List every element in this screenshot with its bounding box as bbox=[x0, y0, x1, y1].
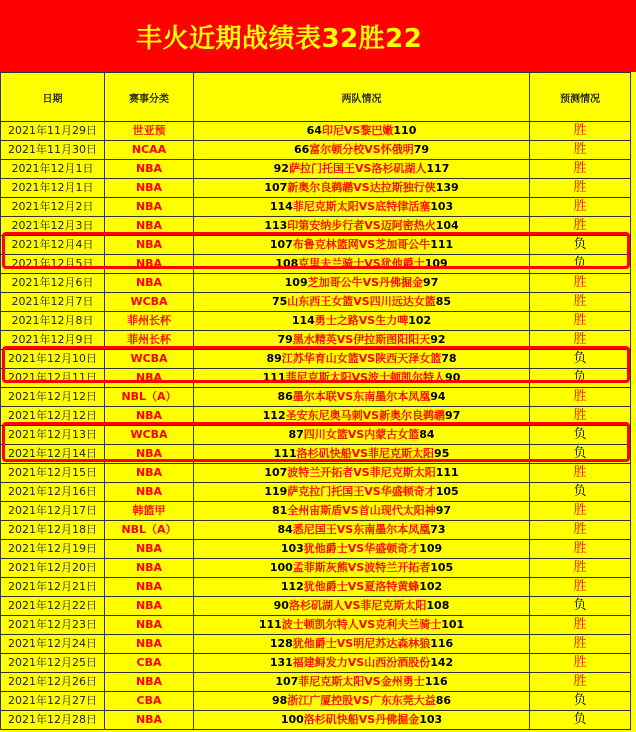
row-result: 负 bbox=[530, 255, 631, 274]
table-row bbox=[1, 559, 631, 578]
row-score-home: 109 bbox=[284, 276, 308, 289]
row-score-home: 100 bbox=[280, 713, 304, 726]
row-score-away: 117 bbox=[426, 162, 450, 175]
row-category: 韩篮甲 bbox=[105, 502, 194, 521]
row-date: 2021年12月28日 bbox=[1, 711, 105, 730]
table-row bbox=[1, 312, 631, 331]
row-score-away: 103 bbox=[419, 713, 443, 726]
table-row bbox=[1, 616, 631, 635]
row-date: 2021年12月18日 bbox=[1, 521, 105, 540]
row-match bbox=[194, 312, 530, 331]
row-match bbox=[194, 426, 530, 445]
row-result: 负 bbox=[530, 711, 631, 730]
row-matchup: 克里夫兰骑士VS犹他爵士 bbox=[298, 257, 425, 270]
title-banner bbox=[0, 0, 636, 72]
row-score-home: 112 bbox=[262, 409, 286, 422]
row-category: NBA bbox=[105, 160, 194, 179]
row-score-away: 110 bbox=[393, 124, 417, 137]
row-score-away: 104 bbox=[435, 219, 459, 232]
row-score-home: 107 bbox=[275, 675, 299, 688]
row-match bbox=[194, 179, 530, 198]
row-score-home: 92 bbox=[273, 162, 289, 175]
row-score-home: 107 bbox=[264, 181, 288, 194]
row-category: NBA bbox=[105, 217, 194, 236]
row-category: NBA bbox=[105, 198, 194, 217]
row-result: 胜 bbox=[530, 654, 631, 673]
page-title: 丰火近期战绩表32胜22 bbox=[136, 24, 423, 54]
row-score-away: 97 bbox=[435, 504, 452, 517]
row-match bbox=[194, 217, 530, 236]
row-result: 负 bbox=[530, 445, 631, 464]
table-row bbox=[1, 635, 631, 654]
row-match bbox=[194, 711, 530, 730]
table-row bbox=[1, 369, 631, 388]
row-match bbox=[194, 160, 530, 179]
table-row bbox=[1, 198, 631, 217]
row-date: 2021年12月27日 bbox=[1, 692, 105, 711]
row-score-home: 114 bbox=[269, 200, 293, 213]
row-score-away: 95 bbox=[434, 447, 450, 460]
row-score-away: 103 bbox=[430, 200, 454, 213]
table-body bbox=[1, 122, 631, 730]
table-row bbox=[1, 350, 631, 369]
row-score-home: 90 bbox=[273, 599, 289, 612]
row-matchup: 山东西王女篮VS四川远达女篮 bbox=[287, 295, 436, 308]
table-row bbox=[1, 654, 631, 673]
row-category: CBA bbox=[105, 692, 194, 711]
row-score-away: 84 bbox=[419, 428, 435, 441]
row-score-away: 102 bbox=[408, 314, 432, 327]
row-date: 2021年12月16日 bbox=[1, 483, 105, 502]
row-category: 世亚预 bbox=[105, 122, 194, 141]
row-date: 2021年11月29日 bbox=[1, 122, 105, 141]
row-score-away: 86 bbox=[435, 694, 452, 707]
table-row bbox=[1, 540, 631, 559]
row-matchup: 富尔顿分校VS怀俄明 bbox=[309, 143, 414, 156]
row-date: 2021年12月22日 bbox=[1, 597, 105, 616]
row-category: NBL（A） bbox=[105, 388, 194, 407]
row-score-home: 75 bbox=[271, 295, 288, 308]
row-score-away: 92 bbox=[430, 333, 446, 346]
row-score-away: 97 bbox=[445, 409, 461, 422]
row-date: 2021年12月20日 bbox=[1, 559, 105, 578]
row-score-away: 97 bbox=[423, 276, 439, 289]
row-category: CBA bbox=[105, 654, 194, 673]
row-matchup: 印尼VS黎巴嫩 bbox=[321, 124, 394, 137]
row-match bbox=[194, 654, 530, 673]
row-result: 负 bbox=[530, 369, 631, 388]
row-result: 胜 bbox=[530, 217, 631, 236]
row-score-home: 100 bbox=[269, 561, 293, 574]
table-row bbox=[1, 236, 631, 255]
header-match: 两队情况 bbox=[194, 73, 530, 122]
row-match bbox=[194, 559, 530, 578]
row-result: 胜 bbox=[530, 673, 631, 692]
row-matchup: 洛杉矶快船VS菲尼克斯太阳 bbox=[296, 447, 435, 460]
row-matchup: 四川女篮VS内蒙古女篮 bbox=[303, 428, 420, 441]
row-score-home: 64 bbox=[306, 124, 322, 137]
row-score-home: 98 bbox=[271, 694, 288, 707]
row-date: 2021年12月8日 bbox=[1, 312, 105, 331]
row-score-home: 119 bbox=[264, 485, 288, 498]
row-matchup: 勇士之路VS生力啤 bbox=[314, 314, 409, 327]
row-date: 2021年12月11日 bbox=[1, 369, 105, 388]
row-date: 2021年12月12日 bbox=[1, 407, 105, 426]
row-result: 胜 bbox=[530, 179, 631, 198]
row-score-away: 109 bbox=[419, 542, 443, 555]
row-score-home: 114 bbox=[291, 314, 315, 327]
row-matchup: 布鲁克林篮网VS芝加哥公牛 bbox=[292, 238, 431, 251]
row-result: 胜 bbox=[530, 559, 631, 578]
row-match bbox=[194, 236, 530, 255]
row-match bbox=[194, 141, 530, 160]
row-matchup: 福建鲟发力VS山西汾酒股份 bbox=[292, 656, 431, 669]
row-result: 负 bbox=[530, 483, 631, 502]
row-matchup: 印第安纳步行者VS迈阿密热火 bbox=[287, 219, 436, 232]
table-row bbox=[1, 141, 631, 160]
row-category: NCAA bbox=[105, 141, 194, 160]
row-category: 菲州长杯 bbox=[105, 331, 194, 350]
row-score-away: 108 bbox=[426, 599, 450, 612]
row-date: 2021年12月25日 bbox=[1, 654, 105, 673]
row-category: 菲州长杯 bbox=[105, 312, 194, 331]
row-score-away: 78 bbox=[441, 352, 457, 365]
row-category: NBA bbox=[105, 407, 194, 426]
row-result: 胜 bbox=[530, 540, 631, 559]
row-score-away: 109 bbox=[424, 257, 448, 270]
table-row bbox=[1, 502, 631, 521]
row-matchup: 洛杉矶湖人VS菲尼克斯太阳 bbox=[288, 599, 427, 612]
row-score-away: 111 bbox=[435, 466, 459, 479]
row-date: 2021年12月5日 bbox=[1, 255, 105, 274]
row-result: 胜 bbox=[530, 407, 631, 426]
row-score-away: 94 bbox=[430, 390, 446, 403]
row-result: 胜 bbox=[530, 141, 631, 160]
row-result: 胜 bbox=[530, 635, 631, 654]
row-matchup: 圣安东尼奥马刺VS新奥尔良鹈鹕 bbox=[285, 409, 446, 422]
table-row bbox=[1, 122, 631, 141]
row-category: NBA bbox=[105, 540, 194, 559]
row-score-away: 73 bbox=[430, 523, 446, 536]
row-result: 胜 bbox=[530, 578, 631, 597]
row-date: 2021年12月14日 bbox=[1, 445, 105, 464]
row-score-away: 139 bbox=[435, 181, 459, 194]
row-score-home: 87 bbox=[288, 428, 304, 441]
row-date: 2021年12月12日 bbox=[1, 388, 105, 407]
table-row bbox=[1, 692, 631, 711]
table-row bbox=[1, 711, 631, 730]
row-score-away: 111 bbox=[430, 238, 454, 251]
row-match bbox=[194, 578, 530, 597]
row-category: NBA bbox=[105, 445, 194, 464]
row-score-home: 111 bbox=[273, 447, 297, 460]
row-category: NBA bbox=[105, 464, 194, 483]
row-result: 胜 bbox=[530, 198, 631, 217]
row-date: 2021年12月6日 bbox=[1, 274, 105, 293]
row-score-home: 108 bbox=[275, 257, 299, 270]
row-result: 胜 bbox=[530, 312, 631, 331]
row-score-home: 107 bbox=[269, 238, 293, 251]
row-score-home: 107 bbox=[264, 466, 288, 479]
row-date: 2021年12月3日 bbox=[1, 217, 105, 236]
row-match bbox=[194, 445, 530, 464]
row-matchup: 菲尼克斯太阳VS金州勇士 bbox=[298, 675, 425, 688]
row-date: 2021年12月13日 bbox=[1, 426, 105, 445]
row-score-home: 86 bbox=[277, 390, 293, 403]
row-score-home: 111 bbox=[258, 618, 282, 631]
row-date: 2021年12月15日 bbox=[1, 464, 105, 483]
row-result: 胜 bbox=[530, 331, 631, 350]
row-matchup: 波特兰开拓者VS菲尼克斯太阳 bbox=[287, 466, 436, 479]
row-score-home: 84 bbox=[277, 523, 293, 536]
row-date: 2021年12月26日 bbox=[1, 673, 105, 692]
row-match bbox=[194, 331, 530, 350]
row-score-away: 85 bbox=[435, 295, 452, 308]
row-match bbox=[194, 350, 530, 369]
row-date: 2021年11月30日 bbox=[1, 141, 105, 160]
row-matchup: 黑水精英VS伊拉斯图阳阳天 bbox=[292, 333, 431, 346]
row-matchup: 悉尼国王VS东南墨尔本凤凰 bbox=[292, 523, 431, 536]
row-category: NBA bbox=[105, 711, 194, 730]
table-row bbox=[1, 464, 631, 483]
table-row bbox=[1, 293, 631, 312]
row-matchup: 萨克拉门托国王VS华盛顿奇才 bbox=[287, 485, 436, 498]
row-result: 胜 bbox=[530, 274, 631, 293]
row-category: NBA bbox=[105, 236, 194, 255]
row-score-home: 128 bbox=[269, 637, 293, 650]
row-matchup: 菲尼克斯太阳VS波士顿凯尔特人 bbox=[285, 371, 446, 384]
row-category: WCBA bbox=[105, 350, 194, 369]
results-table bbox=[0, 72, 631, 730]
row-match bbox=[194, 673, 530, 692]
row-category: NBL（A） bbox=[105, 521, 194, 540]
row-result: 胜 bbox=[530, 122, 631, 141]
row-score-away: 116 bbox=[424, 675, 448, 688]
table-row bbox=[1, 445, 631, 464]
row-matchup: 墨尔本联VS东南墨尔本凤凰 bbox=[292, 390, 431, 403]
row-category: NBA bbox=[105, 578, 194, 597]
row-date: 2021年12月17日 bbox=[1, 502, 105, 521]
row-matchup: 菲尼克斯太阳VS底特律活塞 bbox=[292, 200, 431, 213]
row-score-home: 131 bbox=[269, 656, 293, 669]
row-score-away: 105 bbox=[430, 561, 454, 574]
row-match bbox=[194, 540, 530, 559]
table-row bbox=[1, 407, 631, 426]
row-match bbox=[194, 255, 530, 274]
row-category: NBA bbox=[105, 597, 194, 616]
row-matchup: 江苏华育山女篮VS陕西天泽女篮 bbox=[281, 352, 442, 365]
row-date: 2021年12月1日 bbox=[1, 179, 105, 198]
row-category: NBA bbox=[105, 559, 194, 578]
row-category: NBA bbox=[105, 274, 194, 293]
row-date: 2021年12月1日 bbox=[1, 160, 105, 179]
table-row bbox=[1, 578, 631, 597]
header-prediction: 预测情况 bbox=[530, 73, 631, 122]
row-date: 2021年12月10日 bbox=[1, 350, 105, 369]
row-date: 2021年12月19日 bbox=[1, 540, 105, 559]
row-result: 负 bbox=[530, 692, 631, 711]
table-row bbox=[1, 426, 631, 445]
row-score-home: 112 bbox=[280, 580, 304, 593]
row-result: 胜 bbox=[530, 502, 631, 521]
row-score-home: 89 bbox=[266, 352, 282, 365]
row-score-away: 79 bbox=[413, 143, 430, 156]
row-matchup: 波士顿凯尔特人VS克利夫兰骑士 bbox=[281, 618, 442, 631]
row-result: 胜 bbox=[530, 616, 631, 635]
row-matchup: 新奥尔良鹈鹕VS达拉斯独行侠 bbox=[287, 181, 436, 194]
row-score-away: 116 bbox=[430, 637, 454, 650]
row-result: 负 bbox=[530, 350, 631, 369]
row-category: WCBA bbox=[105, 293, 194, 312]
row-date: 2021年12月23日 bbox=[1, 616, 105, 635]
table-row bbox=[1, 179, 631, 198]
row-score-home: 66 bbox=[293, 143, 310, 156]
row-match bbox=[194, 407, 530, 426]
row-match bbox=[194, 616, 530, 635]
row-result: 胜 bbox=[530, 293, 631, 312]
row-result: 负 bbox=[530, 426, 631, 445]
row-match bbox=[194, 464, 530, 483]
table-row bbox=[1, 331, 631, 350]
row-category: NBA bbox=[105, 673, 194, 692]
row-result: 负 bbox=[530, 236, 631, 255]
table-row bbox=[1, 217, 631, 236]
table-row bbox=[1, 483, 631, 502]
row-matchup: 犹他爵士VS夏洛特黄蜂 bbox=[303, 580, 420, 593]
header-category: 赛事分类 bbox=[105, 73, 194, 122]
row-result: 胜 bbox=[530, 160, 631, 179]
row-match bbox=[194, 692, 530, 711]
row-category: NBA bbox=[105, 179, 194, 198]
row-category: NBA bbox=[105, 616, 194, 635]
row-date: 2021年12月21日 bbox=[1, 578, 105, 597]
row-matchup: 犹他爵士VS华盛顿奇才 bbox=[303, 542, 420, 555]
table-row bbox=[1, 597, 631, 616]
table-row bbox=[1, 388, 631, 407]
row-result: 胜 bbox=[530, 521, 631, 540]
table-row bbox=[1, 274, 631, 293]
row-matchup: 犹他爵士VS明尼苏达森林狼 bbox=[292, 637, 431, 650]
table-row bbox=[1, 160, 631, 179]
row-score-home: 79 bbox=[277, 333, 293, 346]
row-score-home: 111 bbox=[262, 371, 286, 384]
row-category: NBA bbox=[105, 483, 194, 502]
row-category: NBA bbox=[105, 369, 194, 388]
row-match bbox=[194, 483, 530, 502]
row-matchup: 芝加哥公牛VS丹佛掘金 bbox=[307, 276, 424, 289]
row-match bbox=[194, 635, 530, 654]
row-matchup: 洛杉矶快船VS丹佛掘金 bbox=[303, 713, 420, 726]
row-score-home: 113 bbox=[264, 219, 288, 232]
table-row bbox=[1, 255, 631, 274]
row-category: WCBA bbox=[105, 426, 194, 445]
row-match bbox=[194, 198, 530, 217]
row-matchup: 浙江广厦控股VS广东东莞大益 bbox=[287, 694, 436, 707]
row-match bbox=[194, 122, 530, 141]
header-row bbox=[1, 73, 631, 122]
row-matchup: 萨拉门托国王VS洛杉矶湖人 bbox=[288, 162, 427, 175]
row-date: 2021年12月9日 bbox=[1, 331, 105, 350]
row-match bbox=[194, 274, 530, 293]
row-category: NBA bbox=[105, 635, 194, 654]
row-match bbox=[194, 293, 530, 312]
row-result: 负 bbox=[530, 597, 631, 616]
row-result: 胜 bbox=[530, 388, 631, 407]
row-match bbox=[194, 369, 530, 388]
row-match bbox=[194, 521, 530, 540]
header-date: 日期 bbox=[1, 73, 105, 122]
row-date: 2021年12月24日 bbox=[1, 635, 105, 654]
row-score-away: 90 bbox=[445, 371, 461, 384]
row-score-away: 101 bbox=[441, 618, 465, 631]
row-match bbox=[194, 597, 530, 616]
row-date: 2021年12月2日 bbox=[1, 198, 105, 217]
row-date: 2021年12月7日 bbox=[1, 293, 105, 312]
row-score-away: 142 bbox=[430, 656, 454, 669]
row-matchup: 孟菲斯灰熊VS波特兰开拓者 bbox=[292, 561, 431, 574]
row-category: NBA bbox=[105, 255, 194, 274]
row-score-away: 105 bbox=[435, 485, 459, 498]
row-date: 2021年12月4日 bbox=[1, 236, 105, 255]
row-result: 胜 bbox=[530, 464, 631, 483]
table-row bbox=[1, 521, 631, 540]
row-match bbox=[194, 388, 530, 407]
table-row bbox=[1, 673, 631, 692]
row-score-away: 102 bbox=[419, 580, 443, 593]
row-score-home: 103 bbox=[280, 542, 304, 555]
row-match bbox=[194, 502, 530, 521]
row-score-home: 81 bbox=[271, 504, 288, 517]
row-matchup: 全州宙斯盾VS首山现代太阳神 bbox=[287, 504, 436, 517]
